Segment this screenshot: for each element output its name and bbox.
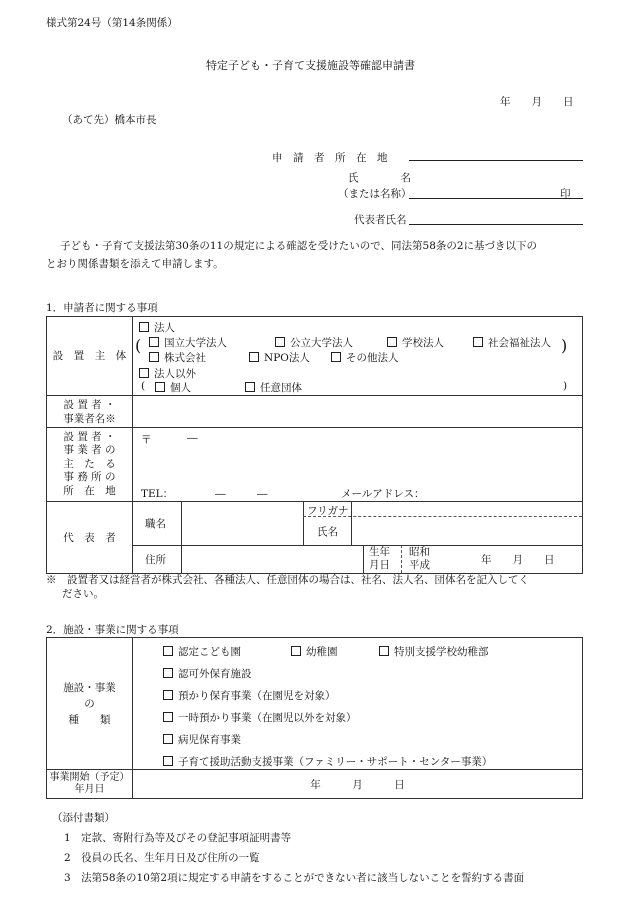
facility-type-row [47,638,583,770]
setting-entity-options [133,317,583,396]
applicant-address-label: 申 請 者 所 在 地 [272,152,388,164]
section2-heading: 2．施設・事業に関する事項 [46,624,179,636]
corporation-checkbox[interactable] [139,322,149,332]
start-date-row [47,770,583,799]
document-title: 特定子ども・子育て支援施設等確認申請書 [206,59,415,72]
npo-checkbox[interactable] [249,352,259,362]
applicant-name-field[interactable] [409,198,583,199]
postal-mark: 〒 [141,434,152,446]
body-text-line1: 子ども・子育て支援法第30条の11の規定による確認を受けたいので、同法第58条の2に基づき以下の [60,240,538,252]
special-support-label: 特別支援学校幼稚部 [394,646,489,658]
extended-care-checkbox[interactable] [163,690,173,700]
birth-label: 生年 月日 [369,546,390,571]
national-univ-checkbox[interactable] [149,337,159,347]
facility-type-options [133,638,583,770]
setter-name-field[interactable] [133,396,583,428]
setting-entity-row [47,317,583,396]
era-label: 昭和 平成 [409,546,430,571]
individual-label: 個人 [170,382,191,394]
representative-name-field[interactable] [409,224,583,225]
attachment-item: 2 役員の氏名、生年月日及び住所の一覧 [64,852,260,864]
family-support-label: 子育て援助活動支援事業（ファミリー・サポート・センター事業） [178,756,493,768]
birth-date[interactable]: 年 月 日 [481,554,555,566]
section1-note-line2: ださい。 [62,588,104,600]
school-corp-checkbox[interactable] [387,337,397,347]
facility-type-label: 施設・事業 の 種 類 [47,638,133,770]
body-text-line2: とおり関係書類を添えて申請します。 [46,258,224,270]
job-title-label: 職名 [145,518,166,530]
non-corporation-label: 法人以外 [154,368,196,380]
corporation-label: 法人 [154,322,175,334]
attachment-item: 3 法第58条の10第2項に規定する申請をすることができない者に該当しないことを誓約する書面 [64,872,525,884]
bracket-right: ) [561,336,568,355]
seal-mark: 印 [560,188,571,200]
non-corporation-checkbox[interactable] [139,368,149,378]
special-support-checkbox[interactable] [379,646,389,656]
job-title-field[interactable] [182,502,302,545]
office-address-field[interactable] [133,428,583,502]
section1-note-line1: ※ 設置者又は経営者が株式会社、各種法人、任意団体の場合は、社名、法人名、団体名を記入してく [46,574,529,586]
kindergarten-checkbox[interactable] [291,646,301,656]
unlicensed-nursery-label: 認可外保育施設 [178,668,252,680]
sick-child-label: 病児保育事業 [178,734,241,746]
section1-table [46,316,583,574]
start-date-field[interactable]: 年 月 日 [133,770,583,799]
representative-label: 代 表 者 [47,502,133,574]
start-date-label: 事業開始（予定） 年月日 [47,770,133,799]
addressee: （あて先）橋本市長 [62,114,157,126]
unlicensed-nursery-checkbox[interactable] [163,668,173,678]
temporary-care-label: 一時預かり事業（在園児以外を対象） [178,712,357,724]
attachment-item: 1 定款、寄附行為等及びその登記事項証明書等 [64,832,292,844]
social-welfare-label: 社会福祉法人 [488,337,551,349]
public-univ-label: 公立大学法人 [290,337,353,349]
stock-company-label: 株式会社 [164,352,206,364]
tel-label: TEL： [141,488,174,500]
form-number: 様式第24号（第14条関係） [46,17,178,29]
voluntary-group-checkbox[interactable] [245,382,255,392]
individual-checkbox[interactable] [155,382,165,392]
setter-name-label: 設 置 者 ・ 事業者名※ [47,396,133,428]
representative-details [133,502,583,574]
social-welfare-checkbox[interactable] [473,337,483,347]
representative-row [47,502,583,574]
temporary-care-checkbox[interactable] [163,712,173,722]
office-address-label: 設 置 者 ・ 事 業 者 の 主 た る 事 務 所 の 所 在 地 [47,428,133,502]
stock-company-checkbox[interactable] [149,352,159,362]
application-date: 年 月 日 [500,96,574,108]
other-corp-checkbox[interactable] [331,352,341,362]
postal-dash: ― [187,432,198,444]
representative-name-label: 代表者氏名 [354,214,407,226]
school-corp-label: 学校法人 [402,337,444,349]
rep-address-label: 住所 [145,554,166,566]
applicant-name-label: 氏 名 [348,172,411,184]
rep-name-field[interactable] [352,517,582,545]
rep-name-label: 氏名 [317,526,338,538]
npo-label: NPO法人 [264,352,310,364]
rep-address-field[interactable] [182,546,362,573]
certified-ece-checkbox[interactable] [163,646,173,656]
applicant-name-label-sub: （または名称） [338,188,412,200]
family-support-checkbox[interactable] [163,756,173,766]
sick-child-checkbox[interactable] [163,734,173,744]
applicant-address-field[interactable] [409,160,583,161]
other-corp-label: その他法人 [346,352,399,364]
setting-entity-label: 設 置 主 体 [47,317,133,396]
voluntary-group-label: 任意団体 [260,382,302,394]
email-label: メールアドレス： [341,488,425,500]
bracket-right-2: ) [563,380,568,392]
bracket-left: ( [135,336,142,355]
certified-ece-label: 認定こども園 [178,646,241,658]
furigana-label: フリガナ [307,505,349,517]
public-univ-checkbox[interactable] [275,337,285,347]
extended-care-label: 預かり保育事業（在園児を対象） [178,690,336,702]
national-univ-label: 国立大学法人 [164,337,227,349]
setter-name-row [47,396,583,428]
section2-table [46,637,583,799]
section1-heading: 1．申請者に関する事項 [46,302,158,314]
attachments-heading: （添付書類） [52,812,115,824]
tel-dashes: ― ― [215,488,268,500]
bracket-left-2: ( [141,380,146,392]
kindergarten-label: 幼稚園 [306,646,338,658]
office-address-row [47,428,583,502]
